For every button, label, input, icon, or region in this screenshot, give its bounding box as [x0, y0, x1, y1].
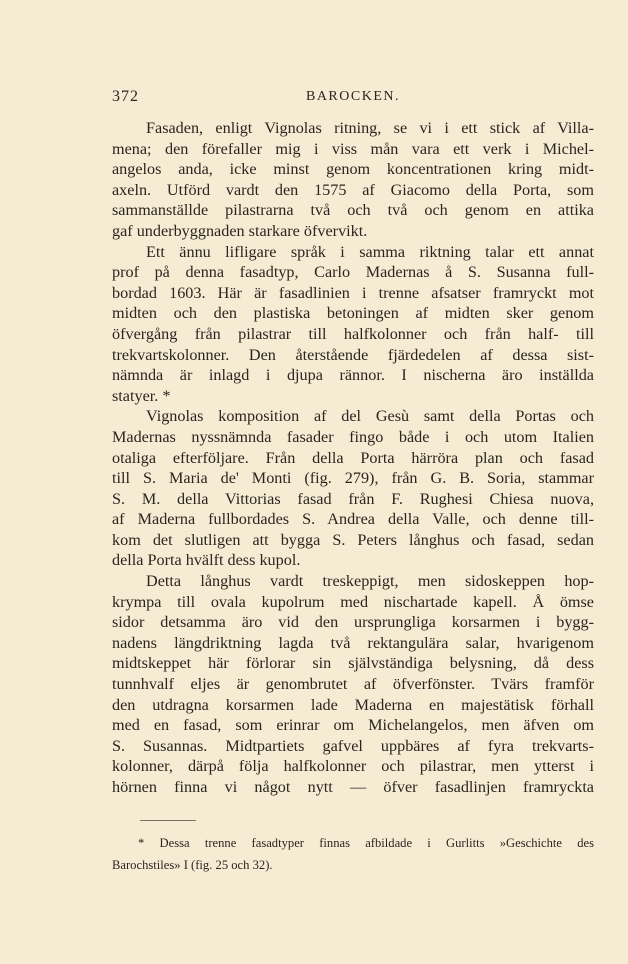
text-line: S. M. della Vittorias fasad från F. Rughesi Chiesa nuova,: [112, 489, 594, 508]
text-line: midten och den plastiska betoningen af midten sker genom: [112, 304, 594, 323]
text-line: kolonner, därpå följa halfkolonner och pilastrar, men ytterst i: [112, 757, 594, 776]
text-line: tunnhvalf eljes är genombrutet af öfverfönster. Tvärs framför: [112, 675, 594, 694]
footnote-divider: [140, 820, 196, 821]
text-line: öfvergång från pilastrar till halfkolonner och från half- till: [112, 324, 594, 343]
text-line: midtskeppet här förlorar sin självständiga belysning, då dess: [112, 654, 594, 673]
text-line: mena; den förefaller mig i viss mån vara ett verk i Michel-: [112, 139, 594, 158]
footnote-line: * Dessa trenne fasadtyper finnas afbildade i Gurlitts »Geschichte des: [138, 836, 594, 850]
text-line: trekvartskolonner. Den återstående fjärdedelen af dessa sist-: [112, 345, 594, 364]
text-line: kom det slutligen att bygga S. Peters långhus och fasad, sedan: [112, 530, 594, 549]
text-line: med en fasad, som erinrar om Michelangelos, men äfven om: [112, 716, 594, 735]
text-line: Madernas nyssnämnda fasader fingo både i och utom Italien: [112, 427, 594, 446]
text-line: Ett ännu lifligare språk i samma riktning talar ett annat: [146, 242, 594, 261]
footnote-line: Barochstiles» I (fig. 25 och 32).: [112, 858, 273, 872]
text-line: gaf underbyggnaden starkare öfvervikt.: [112, 221, 368, 240]
text-line: till S. Maria de' Monti (fig. 279), från G. B. Soria, stammar: [112, 469, 594, 488]
text-line: della Porta hvälft dess kupol.: [112, 551, 301, 570]
text-line: S. Susannas. Midtpartiets gafvel uppbäres af fyra trekvarts-: [112, 736, 594, 755]
text-line: sammanställde pilastrarna två och två och genom en attika: [112, 201, 594, 220]
body-text: [112, 118, 594, 798]
page-number: 372: [112, 88, 139, 105]
text-line: af Maderna fullbordades S. Andrea della Valle, och denne till-: [112, 510, 594, 529]
text-line: krympa till ovala kupolrum med nischartade kapell. Å ömse: [112, 592, 594, 611]
text-line: angelos anda, icke minst genom koncentrationen kring midt-: [112, 160, 594, 179]
text-line: sidor detsamma äro vid den ursprungliga korsarmen i bygg-: [112, 613, 594, 632]
footnote: [112, 832, 594, 876]
text-line: prof på denna fasadtyp, Carlo Madernas å S. Susanna full-: [112, 263, 594, 282]
text-line: Detta långhus vardt treskeppigt, men sidoskeppen hop-: [146, 572, 594, 591]
text-line: axeln. Utförd vardt den 1575 af Giacomo della Porta, som: [112, 180, 594, 199]
text-line: nadens längdriktning lagda två rektangulära salar, hvarigenom: [112, 633, 594, 652]
text-line: Fasaden, enligt Vignolas ritning, se vi i ett stick af Villa-: [146, 119, 594, 137]
text-line: den utdragna korsarmen lade Maderna en majestätisk förhall: [112, 695, 594, 714]
text-line: nämnda är inlagd i djupa rännor. I nischerna äro inställda: [112, 366, 594, 385]
running-head: BAROCKEN.: [305, 89, 400, 104]
text-line: statyer. *: [112, 386, 171, 405]
text-line: hörnen finna vi något nytt — öfver fasadlinjen framryckta: [112, 778, 594, 796]
page-header: [112, 88, 594, 110]
text-line: otaliga efterföljare. Från della Porta härröra plan och fasad: [112, 448, 594, 467]
text-line: bordad 1603. Här är fasadlinien i trenne afsatser framryckt mot: [112, 283, 594, 302]
text-line: Vignolas komposition af del Gesù samt della Portas och: [146, 407, 594, 426]
